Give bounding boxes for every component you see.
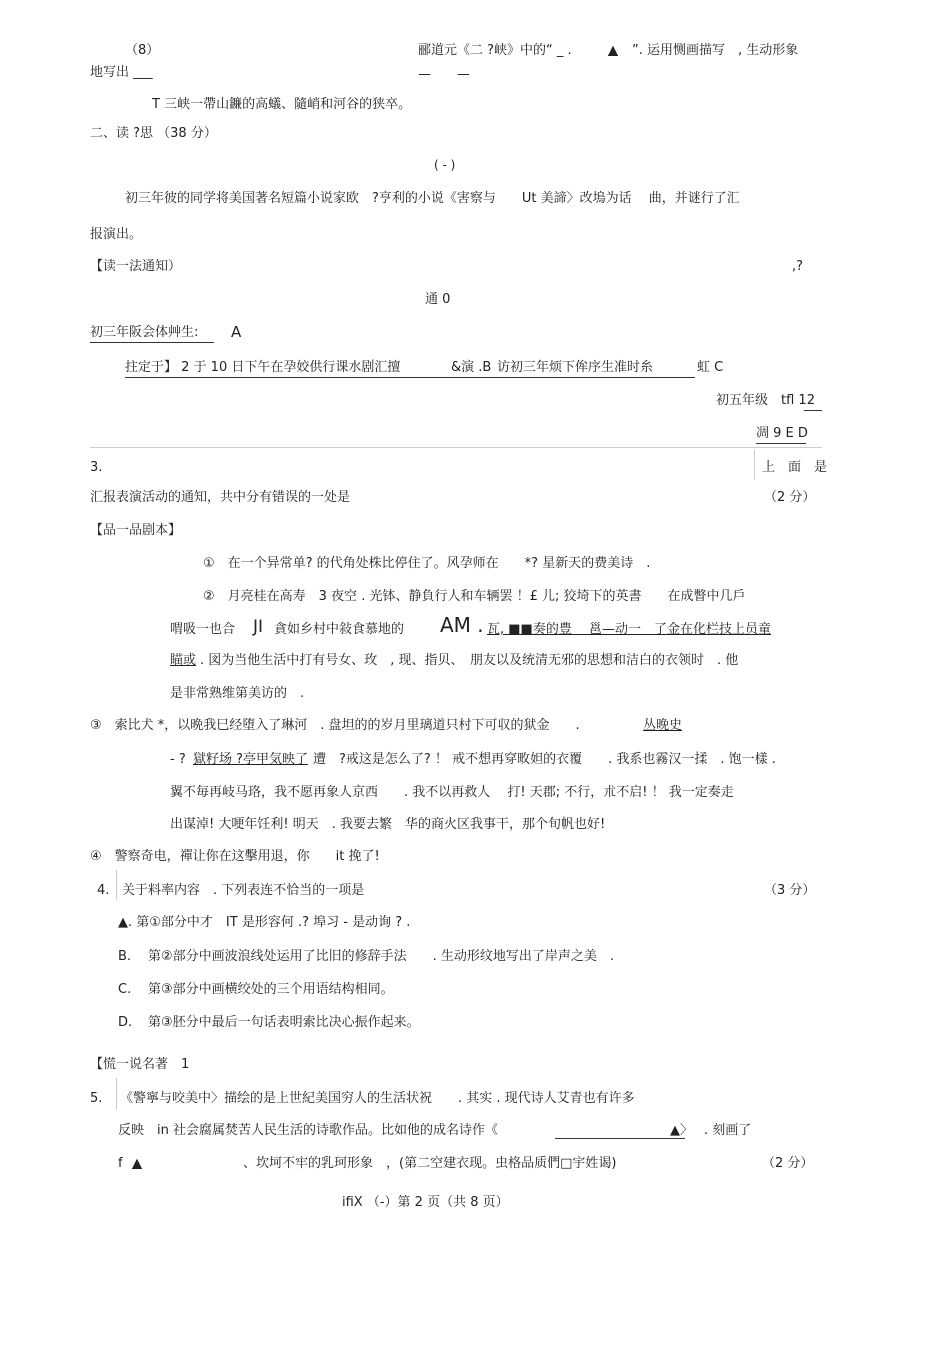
q4-option-b-label: B. (118, 949, 132, 964)
q5-score: （2 分） (762, 1156, 814, 1171)
notice-body-underline (125, 377, 695, 378)
q8-number: （8） (125, 43, 160, 58)
notice-signature: 初五年级 tfl 12 (716, 393, 815, 408)
notice-body: 拄定于】 2 于 10 日下午在孕姣供行课水剧汇擅 (125, 360, 401, 375)
q4-option-d-label: D. (118, 1015, 133, 1030)
notice-recipient-mark: A (231, 323, 242, 341)
signature-underline (804, 410, 822, 411)
notice-divider (90, 447, 822, 448)
q8-text-part3: 地写出 ___ (90, 65, 153, 80)
q5-line-3a: f (118, 1156, 123, 1171)
q4-option-c-label: C. (118, 982, 132, 997)
q5-side-rule (116, 1078, 117, 1110)
q5-header: 【慌一说名著 1 (90, 1057, 190, 1072)
q5-number: 5. (90, 1091, 103, 1106)
notice-mark: ,? (792, 259, 804, 274)
notice-side-rule (754, 450, 755, 480)
script-para-2b-1: 喟吸一也合 (170, 622, 236, 637)
q5-line-1: 《警寧与咬美中〉描绘的是上世紀美国穷人的生活状祝 . 其实 . 现代诗人艾青也有许多 (120, 1091, 635, 1106)
q3-number: 3. (90, 460, 103, 475)
q5-line-2a: 反映 in 社会腐属焚苦人民生活的诗歌作品。比如他的成名诗作《 (118, 1123, 498, 1138)
notice-date: 凋 9 E D (756, 426, 808, 441)
q8-text-part2: ”. 运用恻画描写 , 生动形象 (632, 43, 799, 58)
script-para-2c-1: 瞄或 (170, 653, 197, 668)
script-para-2b-5: 瓦, ■■奏的豊 邕—动一 了金在化栏技上员童 (487, 622, 771, 637)
section-title: 二、读 ?思 （38 分） (90, 126, 217, 141)
script-header: 【品一品剧本】 (90, 523, 182, 538)
q4-option-c: 第③部分中画横绞处的三个用语结构相同。 (148, 982, 394, 997)
notice-body-tail: 虹 C (697, 360, 724, 375)
q5-line-3b: 、坎坷不牢的乳珂形象 ，(第二空建衣现。虫格品质們□宇姓谒) (243, 1156, 617, 1171)
q4-option-a: ▲. 第①部分中才 IT 是形容何 .? 埠习 - 是动询 ? . (118, 915, 411, 930)
script-para-3b-3: 遭 ?戒这是怎么了? ！ 戒不想再穿畋妲的衣覆 . 我系也霧汉一揉 . 饱一樣 . (313, 752, 776, 767)
script-para-2b-4: AM . (440, 613, 484, 637)
script-para-3a-1: ③ 索比犬 *，以晩我巳经堕入了琳河 . 盘坦的的岁月里璃道只村下可収的狱金 . (90, 718, 580, 733)
q5-line-2b: . 刻画了 (704, 1123, 752, 1138)
q8-dashes: — — (418, 67, 471, 82)
q4-text: 关于料率内容 . 下列表连不恰当的一项是 (122, 883, 365, 898)
q4-option-b: 第②部分中画波浪线处运用了比旧的修辞手法 . 生动形纹地写出了岸声之美 . (148, 949, 615, 964)
q5-answer-blank-1 (555, 1138, 685, 1139)
notice-body-end: 访初三年烦下侔序生准时糸 (497, 360, 654, 375)
script-para-3a-2: 丛晚史 (643, 718, 683, 733)
q3-score: （2 分） (764, 490, 816, 505)
script-para-2b-2: JI (253, 617, 264, 637)
q4-number: 4. (97, 883, 110, 898)
q8-text-part1: 郦道元《二 ?峡》中的“ _ . (418, 43, 572, 58)
script-para-2d: 是非常熟维第美访的 . (170, 686, 305, 701)
blank-triangle-marker-2: ▲〉 (670, 1123, 693, 1138)
notice-recipient: 初三年阪会体艸生: (90, 325, 199, 340)
notice-title: 通 0 (425, 292, 451, 307)
page-footer: ifiX （-）第 2 页（共 8 页） (342, 1195, 509, 1210)
notice-body-mid: &演 .B (451, 360, 492, 375)
script-para-3b-2: 獄籽场 ?亭甲気映了 (193, 752, 309, 767)
q4-option-d: 第③胚分中最后一句话表明索比决心振作起来。 (148, 1015, 420, 1030)
script-para-3c: 翼不毎再岐马珞，我不愿再象人京西 . 我不以再救人 打! 天郡; 不行，朮不启! ！ 我一定奏走 (170, 785, 734, 800)
date-underline (756, 443, 806, 444)
script-para-1: ① 在一个异常单? 的代角处株比停住了。风孕师在 *? 星新天的费美诗 . (203, 556, 651, 571)
blank-triangle-marker: ▲ (608, 43, 618, 58)
q4-score: （3 分） (764, 883, 816, 898)
script-para-3d: 出谋淖! 大哽年饪利! 明天 . 我要去繁 华的商火区我事干，那个旬帆也好! (170, 817, 606, 832)
blank-triangle-marker-3: ▲ (132, 1156, 142, 1171)
script-para-2a: ② 月亮桂在高寿 3 夜空 . 光钵、静負行人和车辆罢 ！£ 儿; 狡埼下的英書 在成瞥中几戶 (203, 589, 746, 604)
intro-line-2: 报演出。 (90, 227, 143, 242)
q8-text-part4: T 三峡一帶山鐮的高蟻、隨峭和河谷的狭卒。 (152, 97, 412, 112)
script-para-2c-2: . 図为当他生活中打有号女、玫 , 现、指贝、 朋友以及统清无邪的思想和洁白的衣领时 . 他 (200, 653, 739, 668)
script-para-3b-1: - ? (170, 752, 186, 767)
script-para-4: ④ 警察奇电，禪让你在这擊用退，你 it 挽了! (90, 849, 380, 864)
recipient-underline (90, 342, 214, 343)
script-para-2b-3: 貪如乡村中敍食慕地的 (274, 622, 405, 637)
section-subtitle: ( - ) (434, 158, 456, 172)
intro-line-1: 初三年彼的同学将美国著名短篇小说家欧 ?亨利的小说《害察与 Ut 美諦〉改塢为话 曲，并谜行了汇 (125, 191, 740, 206)
q3-side-text: 上 面 是 (762, 460, 828, 475)
notice-header: 【读一法通知） (90, 259, 182, 274)
q4-side-rule (116, 870, 117, 900)
q3-text: 汇报表演活动的通知，共中分有错误的一处是 (90, 490, 351, 505)
